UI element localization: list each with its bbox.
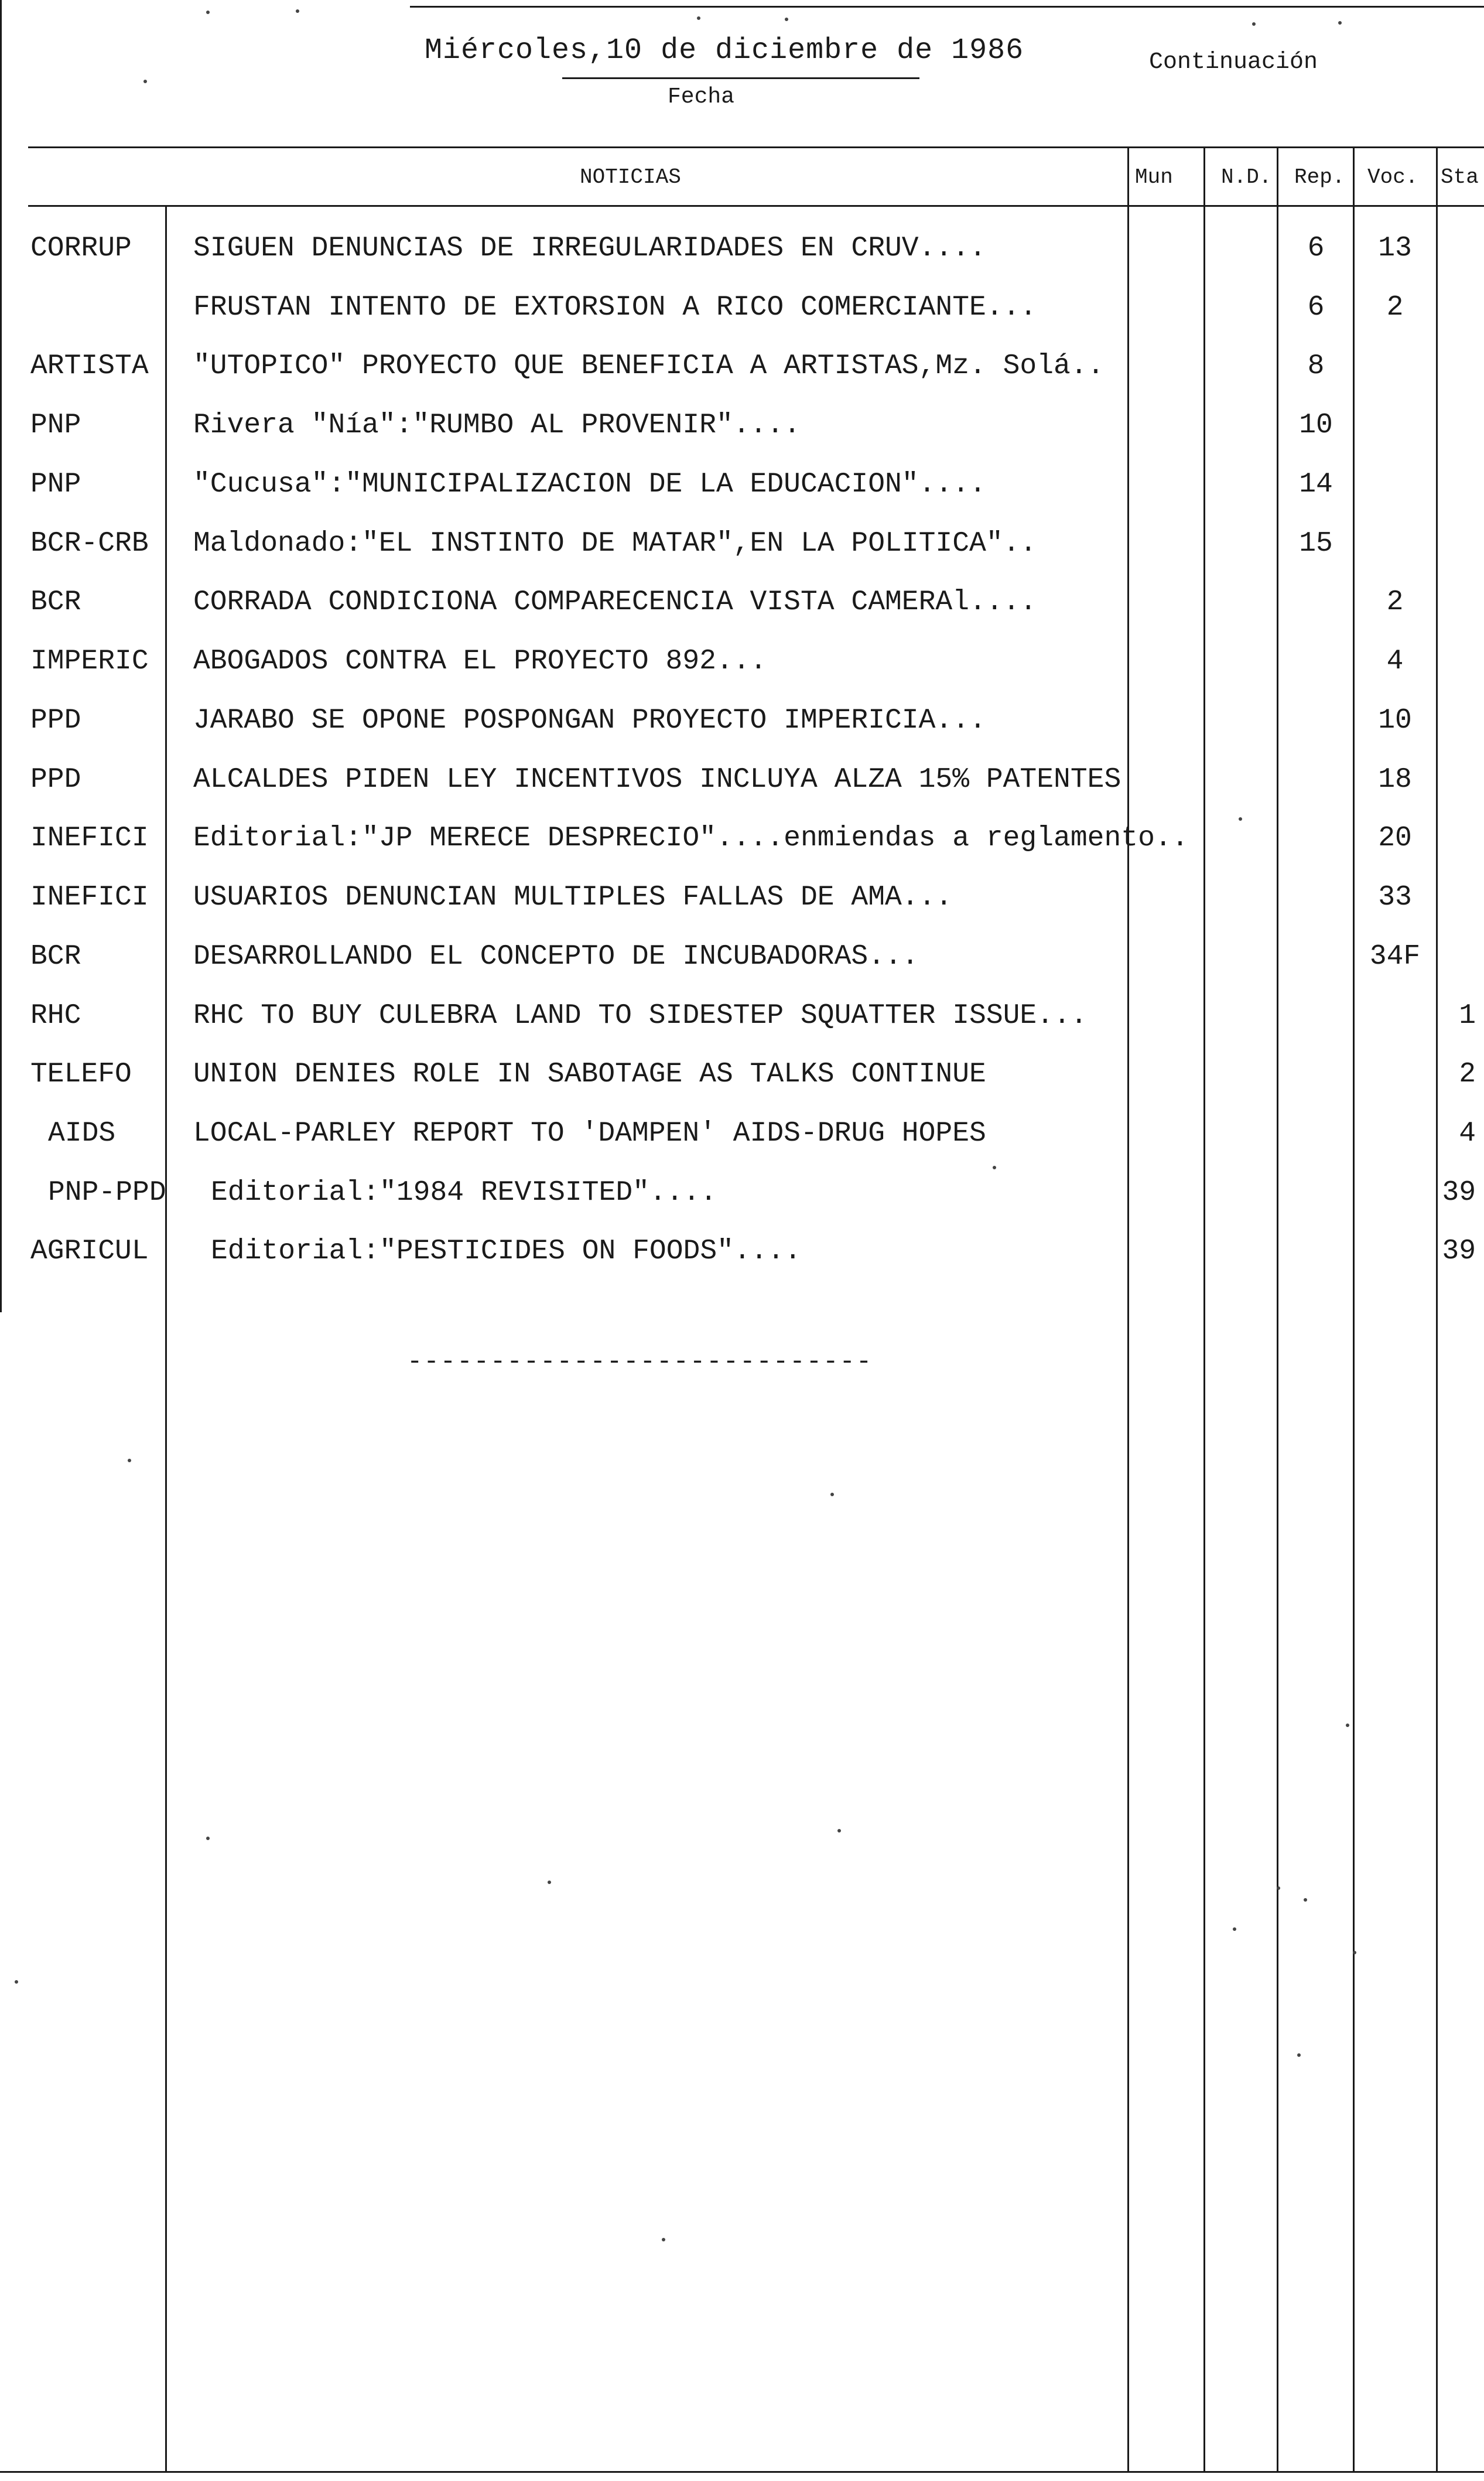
column-header-voc: Voc.	[1367, 165, 1418, 189]
row-headline: DESARROLLANDO EL CONCEPTO DE INCUBADORAS...	[193, 941, 919, 972]
row-headline: JARABO SE OPONE POSPONGAN PROYECTO IMPERICIA...	[193, 705, 986, 736]
row-headline: Editorial:"PESTICIDES ON FOODS"....	[211, 1236, 802, 1267]
table-row	[0, 408, 1484, 466]
table-row	[0, 1234, 1484, 1292]
row-voc: 20	[1378, 823, 1412, 854]
row-sta: 2	[1459, 1059, 1476, 1090]
row-headline: "Cucusa":"MUNICIPALIZACION DE LA EDUCACION"....	[193, 469, 986, 500]
scan-speck	[1338, 21, 1342, 25]
table-row	[0, 349, 1484, 407]
row-headline: Maldonado:"EL INSTINTO DE MATAR",EN LA POLITICA"..	[193, 528, 1037, 559]
row-category: CORRUP	[30, 233, 132, 264]
scan-speck	[1277, 1886, 1280, 1890]
row-headline: FRUSTAN INTENTO DE EXTORSION A RICO COMERCIANTE...	[193, 292, 1037, 323]
scan-speck	[1304, 1898, 1307, 1902]
column-header-nd: N.D.	[1221, 165, 1272, 189]
table-row	[0, 939, 1484, 998]
scan-speck	[15, 1980, 18, 1984]
scan-speck	[143, 80, 147, 83]
row-headline: Editorial:"1984 REVISITED"....	[211, 1177, 717, 1209]
top-rule	[410, 6, 1484, 8]
row-sta: 39	[1442, 1177, 1476, 1209]
table-row	[0, 762, 1484, 821]
row-headline: UNION DENIES ROLE IN SABOTAGE AS TALKS CONTINUE	[193, 1059, 986, 1090]
row-rep: 6	[1307, 292, 1325, 323]
row-sta: 1	[1459, 1000, 1476, 1032]
row-category: PPD	[30, 705, 81, 736]
row-category: PPD	[30, 764, 81, 796]
table-header-rule	[28, 205, 1484, 207]
row-category: TELEFO	[30, 1059, 132, 1090]
row-voc: 4	[1386, 646, 1404, 677]
column-header-rep: Rep.	[1294, 165, 1345, 189]
table-row	[0, 703, 1484, 762]
scan-speck	[662, 2238, 665, 2241]
row-headline: CORRADA CONDICIONA COMPARECENCIA VISTA CAMERAl....	[193, 586, 1037, 618]
row-voc: 2	[1386, 586, 1404, 618]
bottom-rule	[0, 2471, 1484, 2473]
scan-speck	[1252, 22, 1256, 26]
table-row	[0, 585, 1484, 643]
row-category: PNP	[30, 469, 81, 500]
end-of-list-marker: ----------------------------	[407, 1347, 873, 1377]
column-header-sta: Sta	[1441, 165, 1479, 189]
row-category: INEFICI	[30, 823, 149, 854]
scan-speck	[1239, 817, 1242, 821]
date-caption: Fecha	[668, 84, 735, 110]
table-row	[0, 1175, 1484, 1234]
row-rep: 8	[1307, 350, 1325, 382]
scan-speck	[837, 1829, 841, 1832]
row-voc: 13	[1378, 233, 1412, 264]
row-category: BCR	[30, 941, 81, 972]
row-headline: "UTOPICO" PROYECTO QUE BENEFICIA A ARTISTAS,Mz. Solá..	[193, 350, 1105, 382]
row-voc: 34F	[1369, 941, 1421, 972]
row-rep: 10	[1299, 409, 1333, 441]
row-headline: RHC TO BUY CULEBRA LAND TO SIDESTEP SQUATTER ISSUE...	[193, 1000, 1088, 1032]
row-category: IMPERIC	[30, 646, 149, 677]
row-voc: 10	[1378, 705, 1412, 736]
row-headline: ALCALDES PIDEN LEY INCENTIVOS INCLUYA ALZA 15% PATENTES	[193, 764, 1121, 796]
table-row	[0, 1057, 1484, 1115]
table-top-rule	[28, 146, 1484, 148]
row-voc: 18	[1378, 764, 1412, 796]
row-rep: 6	[1307, 233, 1325, 264]
row-rep: 14	[1299, 469, 1333, 500]
scan-speck	[1297, 2053, 1301, 2057]
scan-speck	[1233, 1927, 1236, 1931]
row-category: BCR	[30, 586, 81, 618]
scan-speck	[296, 9, 299, 13]
scan-speck	[1346, 1724, 1349, 1727]
date-underline	[562, 77, 919, 79]
scan-speck	[697, 16, 700, 20]
column-header-noticias: NOTICIAS	[580, 165, 681, 189]
table-row	[0, 467, 1484, 525]
row-voc: 2	[1386, 292, 1404, 323]
row-category: RHC	[30, 1000, 81, 1032]
scan-speck	[128, 1459, 131, 1462]
table-row	[0, 998, 1484, 1057]
table-row	[0, 526, 1484, 585]
scan-speck	[206, 11, 210, 14]
column-header-mun: Mun	[1135, 165, 1173, 189]
row-category: ARTISTA	[30, 350, 149, 382]
scan-speck	[206, 1837, 210, 1840]
scan-speck	[830, 1493, 834, 1496]
table-row	[0, 1116, 1484, 1175]
table-row	[0, 821, 1484, 879]
row-headline: Rivera "Nía":"RUMBO AL PROVENIR"....	[193, 409, 801, 441]
scan-speck	[1353, 1951, 1356, 1954]
table-row	[0, 880, 1484, 939]
row-headline: SIGUEN DENUNCIAS DE IRREGULARIDADES EN CRUV....	[193, 233, 986, 264]
row-sta: 39	[1442, 1236, 1476, 1267]
row-headline: ABOGADOS CONTRA EL PROYECTO 892...	[193, 646, 767, 677]
row-category: BCR-CRB	[30, 528, 149, 559]
table-row	[0, 644, 1484, 702]
row-category: INEFICI	[30, 882, 149, 913]
row-headline: USUARIOS DENUNCIAN MULTIPLES FALLAS DE AMA...	[193, 882, 953, 913]
row-rep: 15	[1299, 528, 1333, 559]
row-headline: LOCAL-PARLEY REPORT TO 'DAMPEN' AIDS-DRUG HOPES	[193, 1118, 986, 1149]
row-headline: Editorial:"JP MERECE DESPRECIO"....enmiendas a reglamento..	[193, 823, 1189, 854]
row-category: PNP	[30, 409, 81, 441]
table-row	[0, 231, 1484, 289]
report-date: Miércoles,10 de diciembre de 1986	[425, 34, 1024, 67]
row-category: PNP-PPD	[48, 1177, 166, 1209]
continuation-label: Continuación	[1149, 49, 1318, 76]
scan-speck	[993, 1166, 996, 1169]
scan-speck	[785, 18, 788, 21]
row-voc: 33	[1378, 882, 1412, 913]
table-row	[0, 290, 1484, 349]
scan-speck	[548, 1881, 551, 1884]
row-sta: 4	[1459, 1118, 1476, 1149]
row-category: AGRICUL	[30, 1236, 149, 1267]
row-category: AIDS	[48, 1118, 116, 1149]
